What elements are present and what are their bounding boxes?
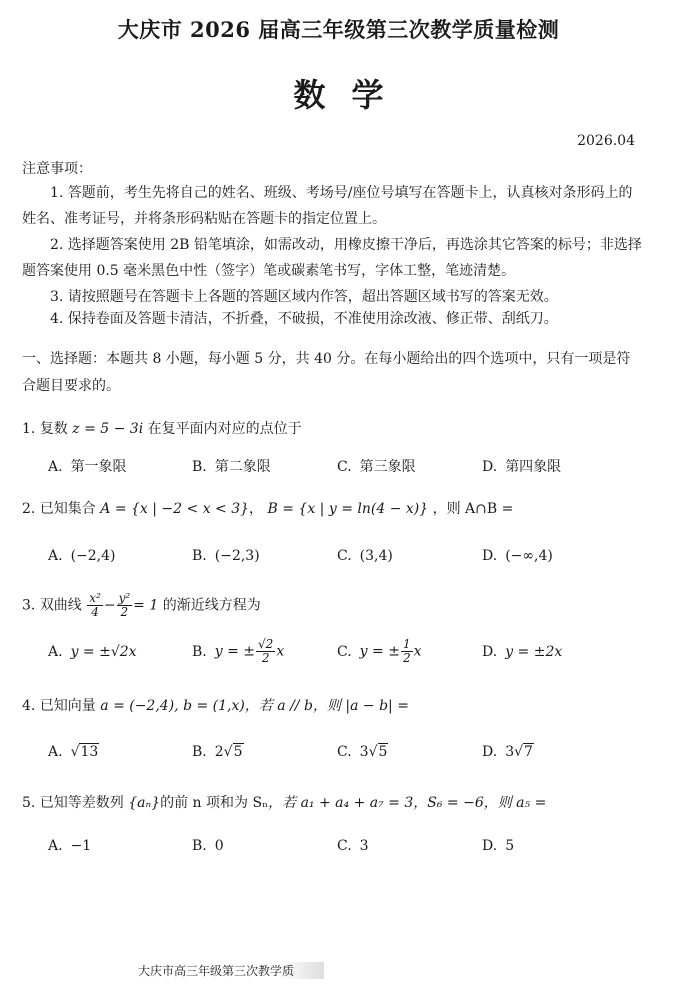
parallel-condition: ，若 a // b <box>244 698 313 714</box>
q3-option-a: A. y = ±√2x <box>48 644 137 660</box>
q3-option-d: D. y = ±2x <box>482 644 563 660</box>
q3-option-b: B. y = ± $\frac{√2}{2}$ x <box>192 637 285 665</box>
question-3: 3. 双曲线 $\frac{\text{x²}}{4}$ − $\frac{\text{y²}}{2}$ = 1 的渐近线方程为 <box>22 591 261 619</box>
q4-option-b: B. 2√5 <box>192 744 243 760</box>
q5-option-d: D. 5 <box>482 838 515 854</box>
question-text: ，则 |a − b| = <box>312 698 409 714</box>
q5-option-a: A. −1 <box>48 838 92 854</box>
question-text: 的渐近线方程为 <box>162 597 261 614</box>
question-text: 复数 <box>39 421 68 437</box>
sqrt-icon: √7 <box>514 744 533 760</box>
sqrt-icon: √13 <box>70 744 99 760</box>
question-5 <box>22 792 546 812</box>
question-1 <box>22 418 302 438</box>
q5-option-b: B. 0 <box>192 838 224 854</box>
question-text: 已知向量 <box>39 698 96 714</box>
q1-option-a: A. 第一象限 <box>48 459 127 475</box>
q4-option-c: C. 3√5 <box>337 744 388 760</box>
q5-option-c: C. 3 <box>337 838 369 854</box>
q1-option-c: C. 第三象限 <box>337 459 416 475</box>
note-item-1: 1. 答题前，考生先将自己的姓名、班级、考场号/座位号填写在答题卡上，认真核对条形码上的姓名、准考证号，并将条形码粘贴在答题卡的指定位置上。 <box>22 185 633 227</box>
question-text: 已知集合 <box>39 501 96 517</box>
question-number: 2. <box>22 501 36 517</box>
q4-option-d: D. 3√7 <box>482 744 533 760</box>
fraction-y2-over-2: $\frac{\text{y²}}{2}$ <box>118 591 131 619</box>
fraction-x2-over-4: $\frac{\text{x²}}{4}$ <box>89 591 101 619</box>
sequence-condition: ，若 a₁ + a₄ + a₇ = 3，S₆ = −6 <box>268 795 484 811</box>
question-text: 的前 n 项和为 Sₙ <box>160 795 269 811</box>
q4-option-a: A. √13 <box>48 744 99 760</box>
set-b: B = {x | y = ln(4 − x)} <box>267 501 429 517</box>
question-text: 双曲线 <box>39 597 82 614</box>
q3-option-c: C. y = ± $\frac{1}{2}$ x <box>337 637 422 665</box>
question-text: ，则 A∩B = <box>432 501 514 517</box>
note-item-4: 4. 保持卷面及答题卡清洁，不折叠，不破损，不准使用涂改液、修正带、刮纸刀。 <box>50 311 558 327</box>
question-2: 2. 已知集合 A = {x | −2 < x < 3}， B = {x | y = ln(4 − x)} ，则 A∩B = <box>22 501 514 517</box>
question-text: ，则 a₅ = <box>483 795 547 811</box>
notes-heading: 注意事项： <box>22 161 92 177</box>
question-text: 已知等差数列 <box>39 795 124 811</box>
note-item-3: 3. 请按照题号在答题卡上各题的答题区域内作答，超出答题区域书写的答案无效。 <box>50 289 558 305</box>
q1-option-b: B. 第二象限 <box>192 459 271 475</box>
q2-option-b: B. (−2,3) <box>192 548 260 564</box>
exam-date: 2026.04 <box>577 133 635 149</box>
question-number: 1. <box>22 421 36 437</box>
question-number: 3. <box>22 597 36 614</box>
question-number: 4. <box>22 698 36 714</box>
q2-option-a: A. (−2,4) <box>48 548 116 564</box>
page-footer: 大庆市高三年级第三次教学质 <box>138 962 324 979</box>
subject-title: 数学 <box>293 76 410 114</box>
q1-option-d: D. 第四象限 <box>482 459 562 475</box>
math-expression: z = 5 − 3i <box>72 421 144 437</box>
question-4 <box>22 695 409 715</box>
set-a: A = {x | −2 < x < 3} <box>100 501 250 517</box>
exam-title: 大庆市 2026 届高三年级第三次教学质量检测 <box>117 17 560 42</box>
sqrt-icon: √5 <box>223 744 243 760</box>
note-item-2: 2. 选择题答案使用 2B 铅笔填涂，如需改动，用橡皮擦干净后，再选涂其它答案的标号；非选择题答案使用 0.5 毫米黑色中性（签字）笔或碳素笔书写，字体工整，笔迹清楚。 <box>22 237 642 279</box>
question-text: 在复平面内对应的点位于 <box>147 421 302 437</box>
vector-definition: a = (−2,4), b = (1,x) <box>100 698 245 714</box>
q2-option-c: C. (3,4) <box>337 548 393 564</box>
question-number: 5. <box>22 795 36 811</box>
q2-option-d: D. (−∞,4) <box>482 548 553 564</box>
section-heading: 一、选择题：本题共 8 小题，每小题 5 分，共 40 分。在每小题给出的四个选项中，只有一项是符合题目要求的。 <box>22 351 631 394</box>
sequence: {aₙ} <box>128 795 161 811</box>
sqrt-icon: √5 <box>368 744 388 760</box>
